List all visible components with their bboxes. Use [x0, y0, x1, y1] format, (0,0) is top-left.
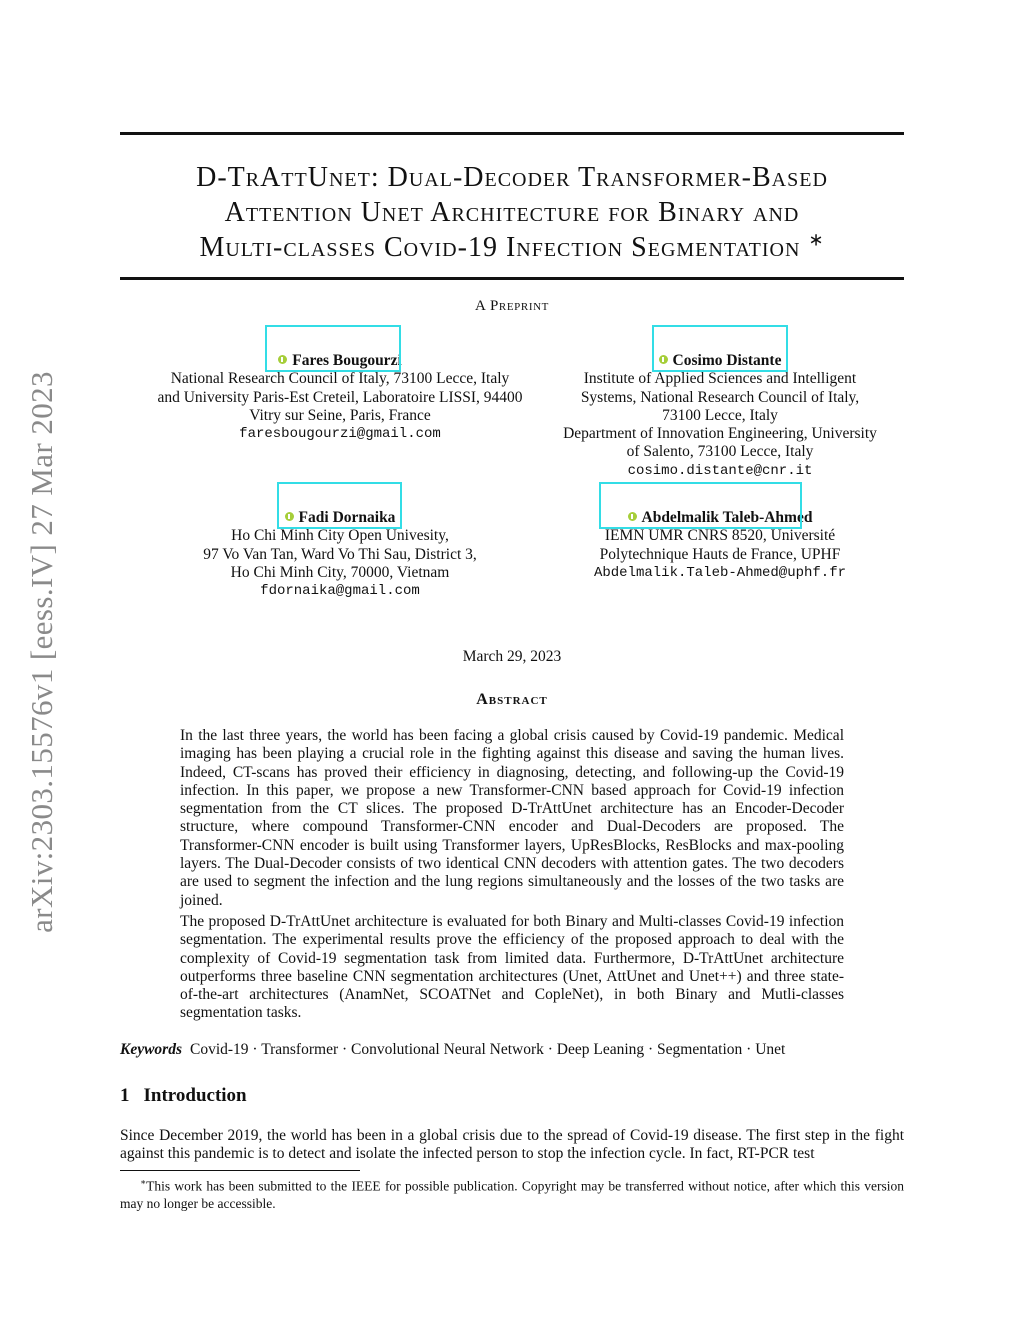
author-4-affiliation-line: IEMN UMR CNRS 8520, Université: [604, 527, 836, 545]
author-block-1: [120, 352, 560, 443]
keywords-label: Keywords: [120, 1041, 182, 1058]
author-1-affiliation-line: National Research Council of Italy, 73100 Lecce, Italy: [170, 370, 510, 388]
title-line-3-text: Multi-classes Covid-19 Infection Segmentation: [199, 232, 801, 263]
author-3-email[interactable]: fdornaika@gmail.com: [260, 583, 420, 600]
author-4-email[interactable]: Abdelmalik.Taleb-Ahmed@uphf.fr: [593, 564, 847, 581]
orcid-icon[interactable]: [628, 512, 637, 521]
author-3-affiliation-line: 97 Vo Van Tan, Ward Vo Thi Sau, District 3,: [203, 545, 477, 563]
title-bottom-rule: [120, 277, 904, 280]
abstract-heading: Abstract: [476, 691, 548, 708]
title-line-1: D-TrAttUnet: Dual-Decoder Transformer-Based: [196, 162, 828, 193]
author-2-email[interactable]: cosimo.distante@cnr.it: [627, 462, 813, 479]
publication-date: March 29, 2023: [462, 648, 562, 665]
author-name-4: Abdelmalik Taleb-Ahmed: [641, 509, 813, 526]
abstract-body: [180, 727, 844, 1026]
author-1-affiliation-line: and University Paris-Est Creteil, Laboratoire LISSI, 94400: [157, 388, 523, 406]
arxiv-identifier: arXiv:2303.15576v1 [eess.IV] 27 Mar 2023: [24, 371, 59, 933]
author-block-4: [540, 509, 900, 582]
footnote-mark: ∗: [140, 1177, 147, 1187]
paper-title: [120, 160, 904, 265]
author-3-affiliation-line: Ho Chi Minh City, 70000, Vietnam: [230, 563, 450, 581]
author-2-affiliation-line: Department of Innovation Engineering, University: [563, 425, 877, 443]
author-name-2: Cosimo Distante: [672, 352, 782, 369]
orcid-icon[interactable]: [278, 355, 287, 364]
section-title: Introduction: [143, 1085, 247, 1106]
author-block-3: [140, 509, 540, 600]
preprint-label: A Preprint: [475, 298, 549, 314]
orcid-icon[interactable]: [659, 355, 668, 364]
section-number: 1: [120, 1085, 130, 1106]
author-1-email[interactable]: faresbougourzi@gmail.com: [239, 426, 441, 443]
title-top-rule: [120, 132, 904, 135]
footnote-rule: [120, 1170, 360, 1171]
author-block-2: [540, 352, 900, 480]
title-line-3: [120, 230, 904, 265]
author-1-affiliation-line: Vitry sur Seine, Paris, France: [249, 406, 431, 424]
title-line-2: Attention Unet Architecture for Binary and: [224, 197, 800, 228]
footnote: [120, 1174, 904, 1212]
abstract-paragraph-2: The proposed D-TrAttUnet architecture is evaluated for both Binary and Multi-classes Covid-19 infection segmentation. The experimental results prove the efficiency of the proposed approach to deal with the complexity of Covid-19 segmentation task from limited data. Furthermore, D-TrAttUnet architecture outperforms three baseline CNN segmentation architectures (Unet, AttUnet and Unet++) and three state-of-the-art architectures (AnamNet, SCOATNet and CopleNet), in both Binary and Mutli-classes segmentation tasks.: [180, 912, 844, 1022]
author-2-affiliation-line: 73100 Lecce, Italy: [662, 406, 778, 424]
author-2-affiliation-line: of Salento, 73100 Lecce, Italy: [626, 443, 814, 461]
author-name-1: Fares Bougourzi: [292, 352, 402, 369]
abstract-paragraph-1: In the last three years, the world has been facing a global crisis caused by Covid-19 pandemic. Medical imaging has been playing a crucial role in the fighting against this disease and saving the human lives. Indeed, CT-scans has proved their efficiency in diagnosing, detecting, and following-up the Covid-19 infection. In this paper, we propose a new Transformer-CNN based approach for Covid-19 infection segmentation from the CT slices. The proposed D-TrAttUnet architecture has an Encoder-Decoder structure, where compound Transformer-CNN encoder and Dual-Decoders are proposed. The Transformer-CNN encoder is built using Transformer layers, UpResBlocks, ResBlocks and max-pooling layers. The Dual-Decoder consists of two identical CNN decoders with attention gates. The two decoders are used to segment the infection and the lung regions simultaneously and the losses of the two tasks are joined.: [180, 727, 844, 909]
keywords-text: Covid-19 · Transformer · Convolutional Neural Network · Deep Leaning · Segmentation · Unet: [190, 1041, 786, 1058]
author-4-affiliation-line: Polytechnique Hauts de France, UPHF: [599, 545, 841, 563]
introduction-paragraph: Since December 2019, the world has been in a global crisis due to the spread of Covid-19 disease. The first step in the fight against this pandemic is to detect and isolate the infected person to stop the infection cycle. In fact, RT-PCR test: [120, 1127, 904, 1163]
author-2-affiliation-line: Institute of Applied Sciences and Intelligent: [583, 370, 857, 388]
author-3-affiliation-line: Ho Chi Minh City Open Univesity,: [231, 527, 449, 545]
title-footnote-mark: ∗: [808, 229, 825, 250]
keywords-line: [120, 1041, 904, 1059]
orcid-icon[interactable]: [285, 512, 294, 521]
footnote-text: This work has been submitted to the IEEE for possible publication. Copyright may be transferred without notice, after which this version may no longer be accessible.: [120, 1178, 904, 1211]
author-2-affiliation-line: Systems, National Research Council of Italy,: [580, 388, 860, 406]
author-name-3: Fadi Dornaika: [298, 509, 396, 526]
section-heading-introduction: [120, 1085, 247, 1107]
